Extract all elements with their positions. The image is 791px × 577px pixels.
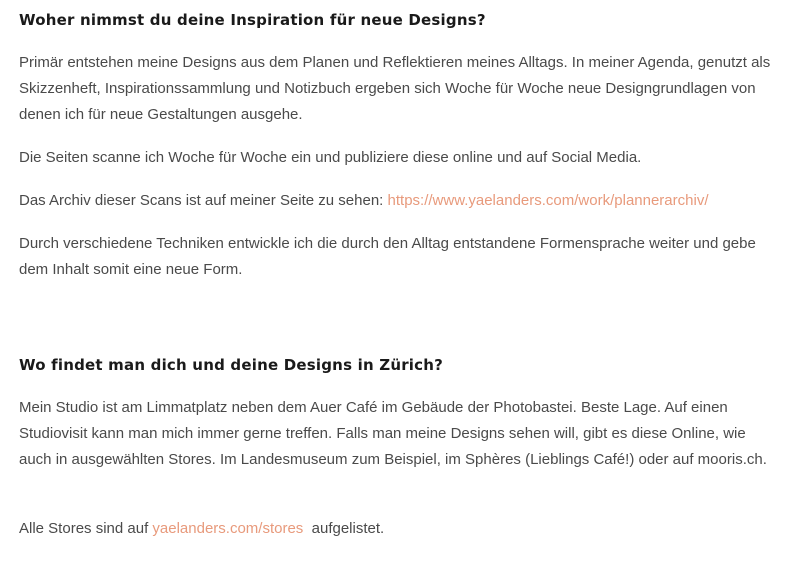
- stores-text-suffix: aufgelistet.: [303, 520, 385, 537]
- stores-text-prefix: Alle Stores sind auf: [19, 520, 153, 537]
- section-heading-zurich: Wo findet man dich und deine Designs in Zürich?: [19, 356, 444, 374]
- section-heading-inspiration: Woher nimmst du deine Inspiration für neue Designs?: [19, 11, 486, 29]
- paragraph-scans: Die Seiten scanne ich Woche für Woche ein und publiziere diese online und auf Social Media.: [19, 149, 642, 166]
- paragraph-archive: [19, 188, 771, 214]
- paragraph-stores: [19, 516, 771, 542]
- archive-text: Das Archiv dieser Scans ist auf meiner Seite zu sehen:: [19, 192, 388, 209]
- stores-link[interactable]: yaelanders.com/stores: [152, 520, 304, 537]
- paragraph-studio: Mein Studio ist am Limmatplatz neben dem Auer Café im Gebäude der Photobastei. Beste Lage. Auf einen Studiovisit kann man mich immer gerne treffen. Falls man meine Designs sehen will, gibt es diese Online, wie auch in ausgewählten Stores. Im Landesmuseum zum Beispiel, im Sphères (Lieblings Café!) oder auf mooris.ch.: [19, 399, 767, 468]
- paragraph-techniques: Durch verschiedene Techniken entwickle ich die durch den Alltag entstandene Formensprache weiter und gebe dem Inhalt somit eine neue Form.: [19, 235, 756, 278]
- paragraph-inspiration-intro: Primär entstehen meine Designs aus dem Planen und Reflektieren meines Alltags. In meiner Agenda, genutzt als Skizzenheft, Inspirationssammlung und Notizbuch ergeben sich Woche für Woche neue Designgrundlagen von denen ich für neue Gestaltungen ausgehe.: [19, 54, 771, 123]
- plannerarchiv-link[interactable]: https://www.yaelanders.com/work/plannerarchiv/: [387, 192, 709, 209]
